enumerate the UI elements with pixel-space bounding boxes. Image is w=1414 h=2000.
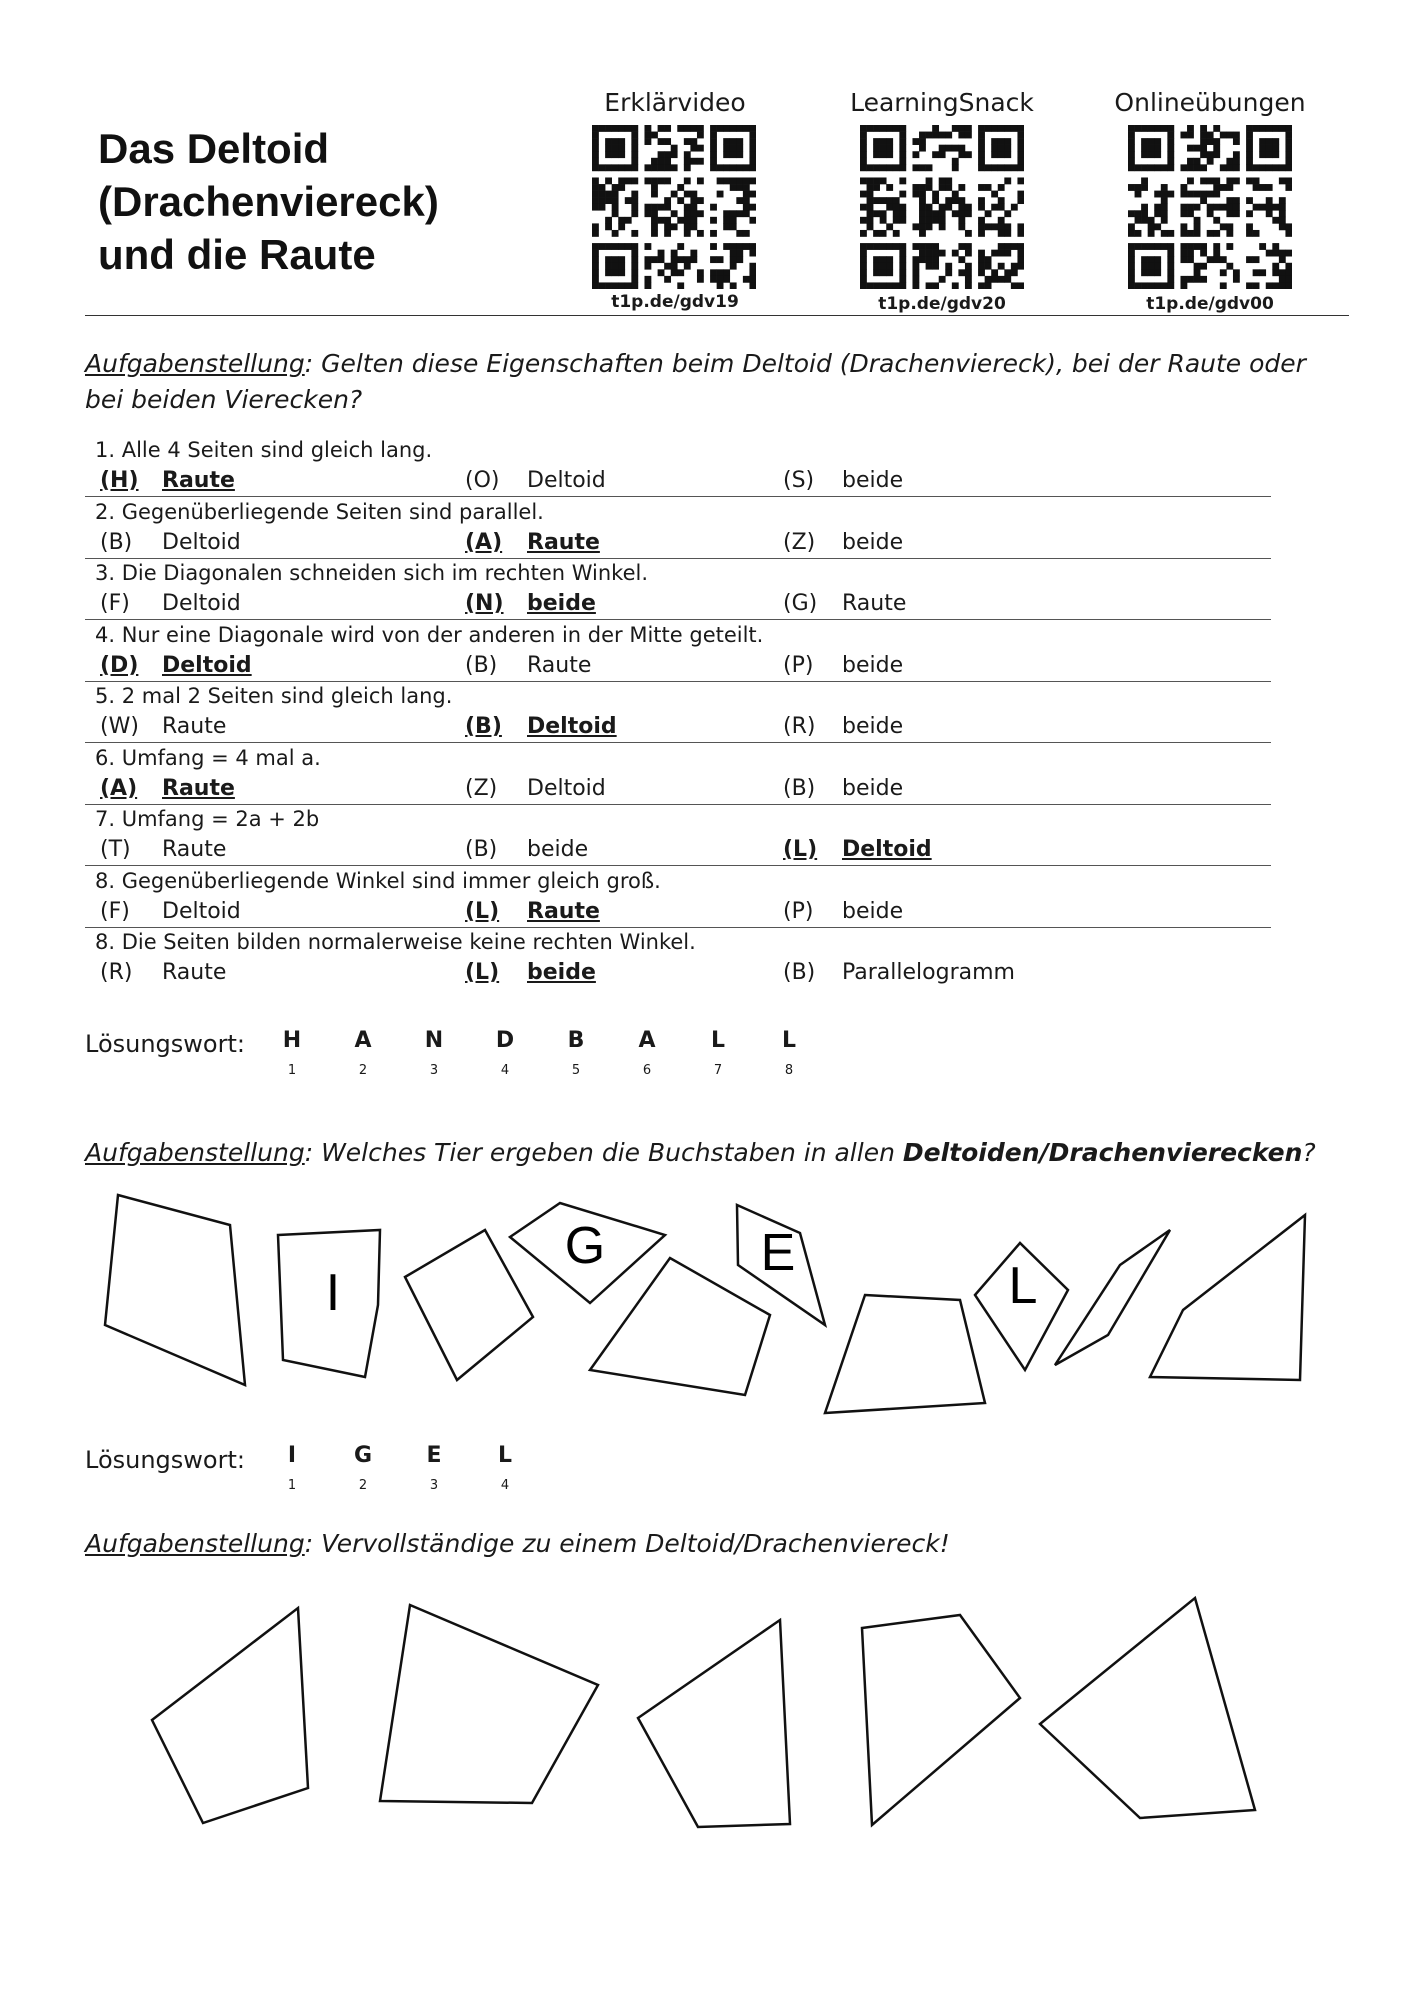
question-divider — [85, 558, 1271, 559]
solution-label-2: Lösungswort: — [85, 1446, 245, 1474]
question-text: 7. Umfang = 2a + 2b — [95, 807, 320, 831]
task-1-prefix: Aufgabenstellung — [85, 349, 305, 378]
task-2-bold-text: Deltoiden/Drachenvierecken — [902, 1138, 1303, 1167]
option-label[interactable]: Raute — [527, 652, 592, 678]
solution-letter: L — [497, 1443, 513, 1468]
question-divider — [85, 496, 1271, 497]
qr-code-icon[interactable] — [592, 125, 756, 289]
shapes-task-3 — [0, 1580, 1414, 1850]
title-line-3: und die Raute — [98, 231, 376, 278]
shape-1 — [105, 1195, 245, 1385]
solution-number: 4 — [500, 1063, 510, 1078]
option-letter[interactable]: (S) — [783, 468, 815, 493]
option-label[interactable]: beide — [842, 714, 904, 739]
solution-number: 1 — [287, 1063, 297, 1078]
option-letter[interactable]: (T) — [100, 837, 131, 862]
option-label[interactable]: Raute — [162, 714, 227, 739]
option-label[interactable]: Raute — [527, 898, 600, 924]
option-letter[interactable]: (H) — [100, 468, 139, 493]
solution-number: 2 — [358, 1063, 368, 1078]
title-line-1: Das Deltoid — [98, 125, 330, 172]
option-label[interactable]: Parallelogramm — [842, 960, 1015, 985]
shape-letter-l: L — [1008, 1257, 1038, 1315]
option-label[interactable]: beide — [527, 591, 596, 616]
solution-number: 5 — [571, 1063, 581, 1078]
option-letter[interactable]: (B) — [100, 529, 133, 555]
incomplete-shape-2 — [380, 1605, 598, 1803]
option-letter[interactable]: (N) — [465, 591, 504, 616]
question-divider — [85, 927, 1271, 928]
option-label[interactable]: beide — [842, 529, 904, 555]
solution-number: 3 — [429, 1063, 439, 1078]
question-text: 8. Gegenüberliegende Winkel sind immer gleich groß. — [95, 868, 661, 893]
solution-number: 4 — [500, 1478, 510, 1493]
shape-letter-g: G — [564, 1217, 606, 1275]
option-letter[interactable]: (B) — [783, 775, 816, 801]
option-letter[interactable]: (A) — [465, 529, 503, 555]
option-label[interactable]: beide — [842, 775, 904, 801]
solution-letter: G — [353, 1443, 373, 1468]
option-letter[interactable]: (B) — [465, 652, 498, 678]
option-label[interactable]: Raute — [162, 960, 227, 985]
task-1-instruction — [85, 346, 1345, 418]
task-2-text: : Welches Tier ergeben die Buchstaben in allen — [304, 1138, 903, 1167]
option-letter[interactable]: (B) — [783, 960, 816, 985]
qr-code-icon[interactable] — [860, 125, 1024, 289]
task-3-instruction — [85, 1526, 1345, 1562]
title-line-2: (Drachenviereck) — [98, 178, 439, 225]
solution-letter: A — [354, 1028, 372, 1053]
option-label[interactable]: Deltoid — [527, 775, 606, 801]
option-letter[interactable]: (L) — [783, 837, 818, 862]
shape-letter-i: I — [325, 1264, 341, 1322]
task-2-instruction — [85, 1135, 1345, 1171]
question-divider — [85, 681, 1271, 682]
option-letter[interactable]: (W) — [100, 714, 139, 739]
option-label[interactable]: Deltoid — [527, 714, 617, 739]
shape-3 — [405, 1230, 533, 1380]
qr-label-onlineuebungen: Onlineübungen — [1114, 88, 1306, 117]
incomplete-shape-5 — [1040, 1598, 1255, 1818]
solution-number: 8 — [784, 1063, 794, 1078]
option-label[interactable]: Deltoid — [162, 529, 241, 555]
qr-label-learningsnack: LearningSnack — [850, 88, 1034, 117]
solution-number: 3 — [429, 1478, 439, 1493]
incomplete-shape-3 — [638, 1620, 790, 1827]
option-label[interactable]: Raute — [527, 529, 600, 555]
solution-letter: A — [638, 1028, 656, 1053]
solution-number: 2 — [358, 1478, 368, 1493]
option-letter[interactable]: (F) — [100, 898, 130, 924]
option-label[interactable]: beide — [842, 898, 904, 924]
solution-number: 6 — [642, 1063, 652, 1078]
header-divider — [85, 315, 1349, 316]
solution-letter: N — [424, 1028, 444, 1053]
solution-letter: L — [710, 1028, 726, 1053]
solution-letter: L — [781, 1028, 797, 1053]
question-text: 8. Die Seiten bilden normalerweise keine rechten Winkel. — [95, 930, 696, 954]
question-text: 3. Die Diagonalen schneiden sich im rechten Winkel. — [95, 561, 649, 585]
solution-number: 1 — [287, 1478, 297, 1493]
option-label[interactable]: Deltoid — [162, 652, 252, 678]
question-divider — [85, 619, 1271, 620]
option-letter[interactable]: (L) — [465, 960, 500, 985]
option-letter[interactable]: (L) — [465, 898, 500, 924]
option-letter[interactable]: (P) — [783, 898, 814, 924]
option-label[interactable]: beide — [527, 837, 589, 862]
qr-url-3[interactable]: t1p.de/gdv00 — [1146, 294, 1274, 314]
incomplete-shape-4 — [862, 1615, 1020, 1825]
option-letter[interactable]: (A) — [100, 775, 138, 801]
option-letter[interactable]: (Z) — [783, 529, 816, 555]
option-label[interactable]: Deltoid — [162, 898, 241, 924]
option-letter[interactable]: (R) — [100, 960, 133, 985]
option-label[interactable]: Raute — [162, 468, 235, 493]
shape-10 — [1150, 1215, 1305, 1380]
qr-url-2[interactable]: t1p.de/gdv20 — [878, 294, 1006, 314]
task-2-text-end: ? — [1302, 1138, 1316, 1167]
question-text: 4. Nur eine Diagonale wird von der anderen in der Mitte geteilt. — [95, 622, 764, 647]
option-letter[interactable]: (O) — [465, 468, 500, 493]
question-divider — [85, 865, 1271, 866]
option-label[interactable]: Raute — [162, 837, 227, 862]
question-divider — [85, 742, 1271, 743]
shape-letter-e: E — [760, 1224, 796, 1282]
question-text: 2. Gegenüberliegende Seiten sind parallel. — [95, 499, 544, 524]
qr-code-icon[interactable] — [1128, 125, 1292, 289]
solution-letter: D — [495, 1028, 515, 1053]
option-letter[interactable]: (G) — [783, 591, 818, 616]
shape-9 — [1055, 1230, 1170, 1365]
question-text: 5. 2 mal 2 Seiten sind gleich lang. — [95, 684, 453, 708]
shapes-task-2 — [0, 1185, 1414, 1415]
option-label[interactable]: beide — [842, 652, 904, 678]
option-label[interactable]: beide — [527, 960, 596, 985]
shape-7 — [825, 1295, 985, 1413]
option-label[interactable]: Raute — [842, 591, 907, 616]
page-title — [98, 122, 439, 281]
option-letter[interactable]: (F) — [100, 591, 130, 616]
solution-letter: I — [287, 1443, 297, 1468]
question-divider — [85, 804, 1271, 805]
task-3-prefix: Aufgabenstellung — [85, 1529, 305, 1558]
option-letter[interactable]: (Z) — [465, 775, 498, 801]
qr-url-1[interactable]: t1p.de/gdv19 — [611, 292, 739, 312]
qr-label-erklaervideo: Erklärvideo — [604, 88, 746, 117]
question-text: 1. Alle 4 Seiten sind gleich lang. — [95, 438, 433, 462]
option-label[interactable]: Raute — [162, 775, 235, 801]
solution-letter: H — [282, 1028, 302, 1053]
option-letter[interactable]: (B) — [465, 837, 498, 862]
solution-letter: E — [426, 1443, 442, 1468]
option-label[interactable]: Deltoid — [162, 591, 241, 616]
solution-number: 7 — [713, 1063, 723, 1078]
option-letter[interactable]: (D) — [100, 652, 139, 678]
task-1-text: : Gelten diese Eigenschaften beim Deltoid (Drachenviereck), bei der Raute oder bei beiden Vierecken? — [85, 349, 1306, 414]
solution-letter: B — [567, 1028, 585, 1053]
task-2-prefix: Aufgabenstellung — [85, 1138, 305, 1167]
option-letter[interactable]: (P) — [783, 652, 814, 678]
incomplete-shape-1 — [152, 1608, 308, 1823]
option-label[interactable]: Deltoid — [527, 468, 606, 493]
option-letter[interactable]: (R) — [783, 714, 816, 739]
option-letter[interactable]: (B) — [465, 714, 502, 739]
option-label[interactable]: Deltoid — [842, 837, 932, 862]
option-label[interactable]: beide — [842, 468, 904, 493]
task-3-text: : Vervollständige zu einem Deltoid/Drachenviereck! — [304, 1529, 950, 1558]
solution-label-1: Lösungswort: — [85, 1030, 245, 1058]
question-text: 6. Umfang = 4 mal a. — [95, 745, 321, 770]
